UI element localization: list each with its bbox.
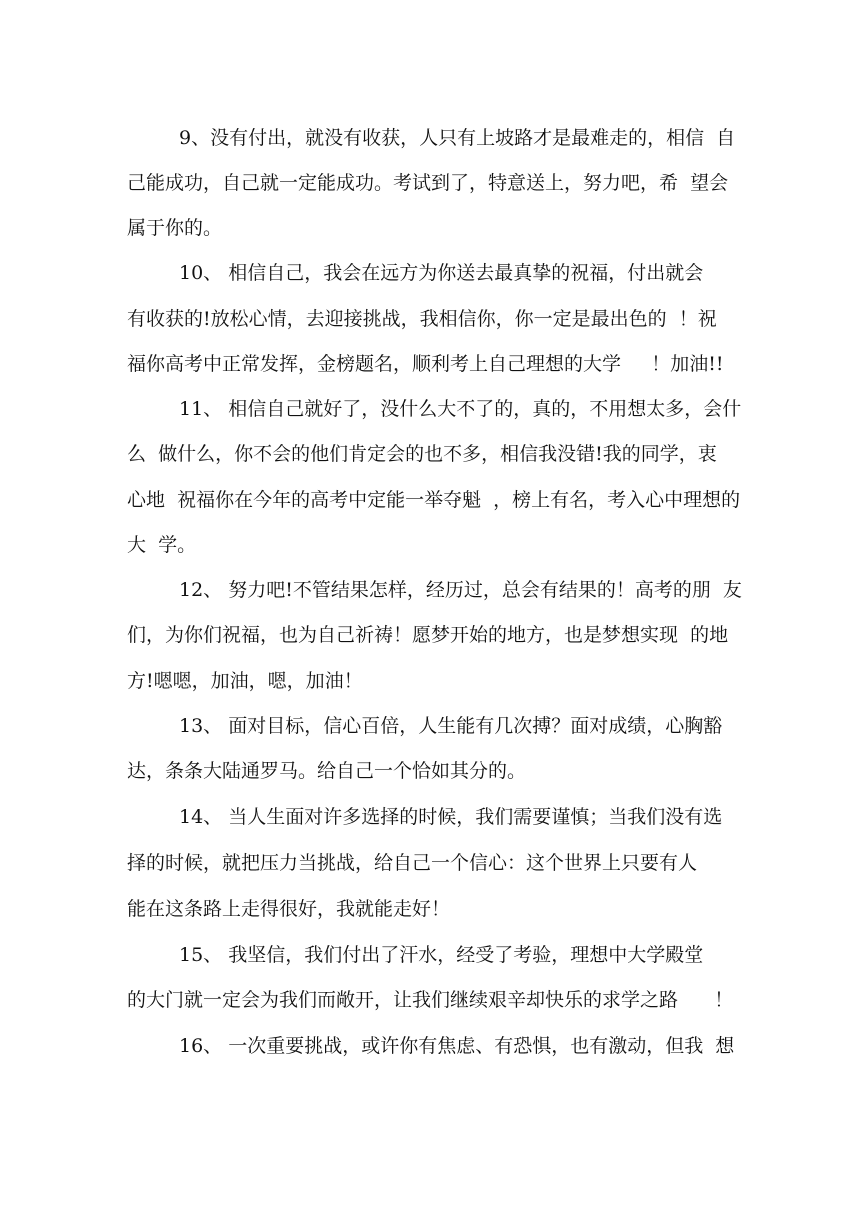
paragraph-9-line-1: 9、没有付出，就没有收获，人只有上坡路才是最难走的，相信 自 [179, 127, 736, 149]
paragraph-13-line-2: 达，条条大陆通罗马。给自己一个恰如其分的。 [127, 760, 527, 782]
paragraph-16-line-1: 16、 一次重要挑战，或许你有焦虑、有恐惧，也有激动，但我 想 [179, 1035, 735, 1057]
paragraph-12-line-3: 方!嗯嗯，加油，嗯，加油！ [127, 670, 363, 692]
paragraph-11-line-2: 么 做什么，你不会的他们肯定会的也不多，相信我没错!我的同学，衷 [127, 443, 717, 465]
paragraph-10-line-2: 有收获的!放松心情，去迎接挑战，我相信你，你一定是最出色的 ！祝 [127, 308, 717, 330]
paragraph-12-line-2: 们，为你们祝福，也为自己祈祷！愿梦开始的地方，也是梦想实现 的地 [127, 624, 729, 646]
paragraph-14-line-1: 14、 当人生面对许多选择的时候，我们需要谨慎；当我们没有选 [179, 806, 723, 828]
paragraph-14-line-2: 择的时候，就把压力当挑战，给自己一个信心：这个世界上只要有人 [127, 852, 698, 874]
paragraph-11-line-4: 大 学。 [127, 534, 197, 556]
paragraph-10-line-1: 10、 相信自己，我会在远方为你送去最真挚的祝福，付出就会 [179, 262, 704, 284]
paragraph-10-line-3: 福你高考中正常发挥，金榜题名，顺利考上自己理想的大学 ！加油!! [127, 353, 724, 375]
paragraph-13-line-1: 13、 面对目标，信心百倍，人生能有几次搏？面对成绩，心胸豁 [179, 715, 723, 737]
paragraph-9-line-3: 属于你的。 [127, 217, 223, 239]
paragraph-14-line-3: 能在这条路上走得很好，我就能走好！ [127, 898, 451, 920]
paragraph-11-line-1: 11、 相信自己就好了，没什么大不了的，真的，不用想太多，会什 [179, 398, 742, 420]
paragraph-9-line-2: 己能成功，自己就一定能成功。考试到了，特意送上，努力吧，希 望会 [127, 172, 729, 194]
paragraph-12-line-1: 12、 努力吧!不管结果怎样，经历过，总会有结果的！高考的朋 友 [179, 579, 742, 601]
paragraph-15-line-1: 15、 我坚信，我们付出了汗水，经受了考验，理想中大学殿堂 [179, 944, 704, 966]
paragraph-15-line-2: 的大门就一定会为我们而敞开，让我们继续艰辛却快乐的求学之路 ！ [127, 989, 734, 1011]
paragraph-11-line-3: 心地 祝福你在今年的高考中定能一举夺魁 ，榜上有名，考入心中理想的 [127, 489, 741, 511]
